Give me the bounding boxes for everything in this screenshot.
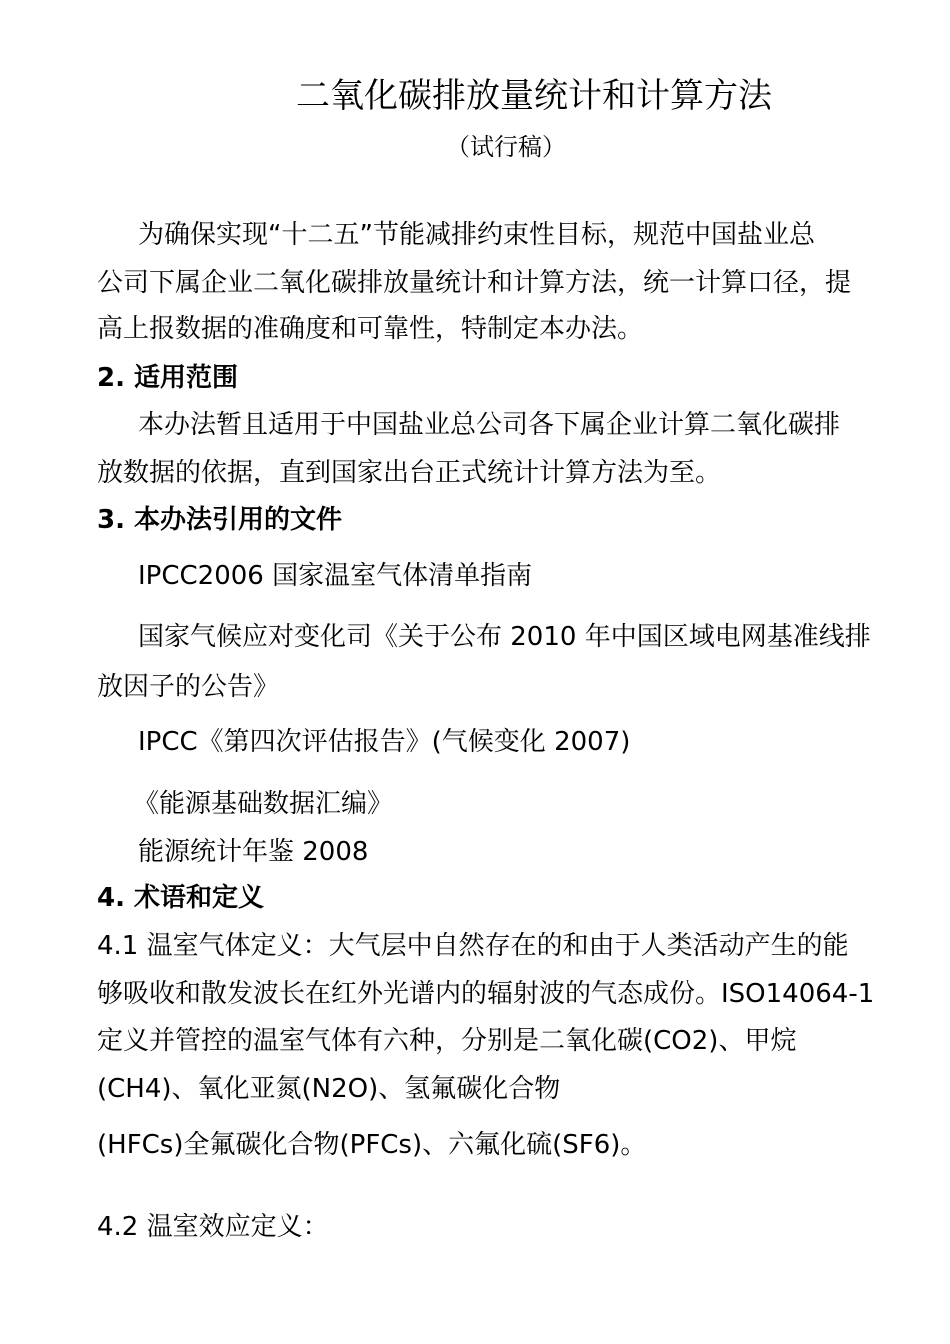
- intro-line: 高上报数据的准确度和可靠性，特制定本办法。: [97, 314, 644, 344]
- reference-item-continued: 放因子的公告》: [97, 672, 280, 702]
- definition-line: 定义并管控的温室气体有六种，分别是二氧化碳(CO2)、甲烷: [97, 1026, 797, 1056]
- reference-item: 《能源基础数据汇编》: [133, 789, 394, 819]
- reference-item: IPCC《第四次评估报告》(气候变化 2007): [138, 727, 631, 757]
- section-4-heading: 4. 术语和定义: [97, 883, 265, 913]
- document-title: 二氧化碳排放量统计和计算方法: [296, 76, 772, 116]
- reference-item: IPCC2006 国家温室气体清单指南: [138, 561, 533, 591]
- reference-item: 国家气候应对变化司《关于公布 2010 年中国区域电网基准线排: [138, 622, 871, 652]
- definition-4-2: 4.2 温室效应定义：: [97, 1212, 329, 1242]
- section-2-heading: 2. 适用范围: [97, 363, 239, 393]
- definition-line: (CH4)、氧化亚氮(N2O)、氢氟碳化合物: [97, 1074, 561, 1104]
- intro-line: 公司下属企业二氧化碳排放量统计和计算方法，统一计算口径，提: [97, 268, 852, 298]
- section-2-line: 本办法暂且适用于中国盐业总公司各下属企业计算二氧化碳排: [138, 410, 841, 440]
- section-3-heading: 3. 本办法引用的文件: [97, 505, 343, 535]
- intro-line: 为确保实现“十二五”节能减排约束性目标，规范中国盐业总: [138, 220, 815, 250]
- definition-line: (HFCs)全氟碳化合物(PFCs)、六氟化硫(SF6)。: [97, 1130, 647, 1160]
- definition-line: 够吸收和散发波长在红外光谱内的辐射波的气态成份。ISO14064-1: [97, 979, 875, 1009]
- definition-line: 4.1 温室气体定义：大气层中自然存在的和由于人类活动产生的能: [97, 931, 849, 961]
- section-2-line: 放数据的依据，直到国家出台正式统计计算方法为至。: [97, 458, 722, 488]
- document-subtitle: （试行稿）: [446, 133, 566, 161]
- reference-item: 能源统计年鉴 2008: [138, 837, 369, 867]
